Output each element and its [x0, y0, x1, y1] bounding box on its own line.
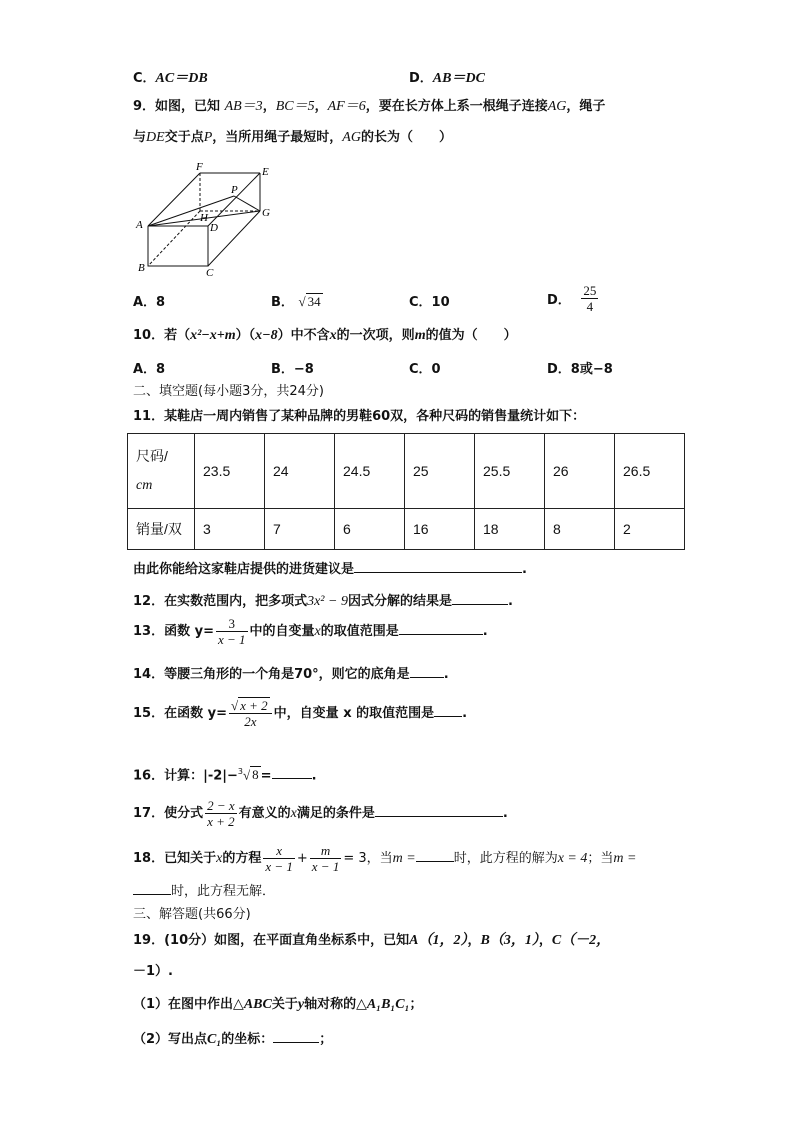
sqrt-symbol: √: [298, 294, 306, 309]
answer-blank[interactable]: [272, 764, 312, 779]
q10-line: [133, 327, 517, 345]
sqrt-symbol: √: [243, 767, 251, 783]
option-expr: AB＝DC: [432, 71, 485, 86]
point-b: B（3，1）: [480, 933, 539, 948]
q16-text: =: [260, 768, 272, 784]
header-unit: cm: [136, 478, 153, 493]
option-label: D．: [547, 293, 571, 308]
root-index: 3: [237, 767, 244, 776]
q9-de: DE: [146, 130, 165, 145]
radicand: 34: [307, 294, 321, 309]
q18-line1: [133, 839, 636, 879]
table-cell: 18: [475, 509, 545, 550]
q16-text: 16．计算：|-2|−: [133, 768, 238, 784]
fraction: [216, 616, 248, 647]
table-row: [128, 434, 685, 509]
section-2-heading: 二、填空题(每小题3分，共24分): [133, 384, 324, 399]
q19-text: 的坐标：: [221, 1032, 274, 1047]
q17-text: 17．使分式: [133, 806, 204, 821]
numerator: 25: [583, 283, 597, 298]
q9-option-b: [271, 291, 323, 310]
section-3-heading: 三、解答题(共66分): [133, 907, 251, 922]
table-cell: 24.5: [335, 434, 405, 509]
q12-text: 12．在实数范围内，把多项式: [133, 594, 308, 609]
equals: = 3: [343, 851, 367, 866]
table-cell: 6: [335, 509, 405, 550]
q10-option-a: A．8: [133, 362, 166, 377]
table-cell: 24: [265, 434, 335, 509]
label-p: P: [231, 184, 238, 196]
hidden-edge-hb: [148, 211, 200, 266]
y-axis-label: y: [297, 997, 305, 1012]
answer-blank[interactable]: [434, 702, 462, 717]
q10-text: 的值为（ ）: [425, 328, 517, 343]
q9-p: P: [203, 130, 213, 145]
q18-text: 时，此方程的解为: [453, 851, 558, 866]
table-cell: 7: [265, 509, 335, 550]
label-a: A: [136, 219, 143, 231]
q9-text: 与: [133, 130, 147, 145]
q19-part2: [133, 1028, 332, 1049]
edge-de: [208, 173, 260, 226]
q19-text: （1）在图中作出: [133, 997, 234, 1012]
q9-text: ，要在长方体上系一根绳子连接: [365, 99, 548, 114]
period: .: [482, 624, 488, 639]
q9-option-a: A．8: [133, 295, 166, 310]
answer-blank[interactable]: [410, 663, 444, 678]
plus-sign: +: [296, 851, 308, 866]
denominator: x − 1: [217, 632, 246, 647]
fraction: [581, 283, 598, 314]
q17-text: 有意义的: [238, 806, 291, 821]
q19-text: （2）写出点: [133, 1032, 208, 1047]
denominator: x − 1: [311, 859, 340, 874]
q17-text: 满足的条件是: [296, 806, 375, 821]
q9-option-c: C．10: [409, 295, 450, 310]
q18-m: m =: [392, 851, 416, 866]
q9-text: 的长为（ ）: [360, 130, 452, 145]
q18-line2: [133, 880, 275, 901]
denominator: x − 1: [265, 859, 293, 874]
denominator: 2x: [244, 714, 257, 729]
edge-gc: [208, 211, 260, 266]
answer-blank[interactable]: [375, 802, 503, 817]
q19-text: 轴对称的: [304, 997, 357, 1012]
numerator: 2 − x: [207, 798, 235, 813]
q9-bc: BC＝5: [275, 99, 315, 114]
q9-af: AF＝6: [327, 99, 366, 114]
q11-answer-line: [133, 558, 527, 579]
rope-pg: [234, 196, 260, 211]
q10-text: 10．若（: [133, 328, 191, 343]
q11-text: 11．某鞋店一周内销售了某种品牌的男鞋60双，各种尺码的销售量统计如下：: [133, 409, 586, 424]
denominator: 4: [586, 299, 594, 314]
fraction: [205, 798, 237, 829]
table-cell: 2: [615, 509, 685, 550]
q14-line: [133, 663, 449, 684]
fraction: [229, 698, 272, 729]
table-cell: 16: [405, 509, 475, 550]
numerator: 3: [228, 616, 235, 631]
front-face: [148, 226, 208, 266]
answer-blank[interactable]: [416, 847, 454, 862]
option-label: C．: [133, 71, 156, 86]
q10-text: ）（: [235, 328, 256, 343]
q17-line: [133, 794, 508, 834]
q9-text: 交于点: [164, 130, 204, 145]
label-f: F: [196, 161, 203, 173]
q9-text: 9．如图，已知: [133, 99, 221, 114]
point-a: A（1，2）: [409, 933, 468, 948]
q19-text: 关于: [271, 997, 298, 1012]
q9-option-d: [547, 283, 600, 314]
q13-line: [133, 615, 488, 649]
q10-expr2: x−8: [255, 328, 278, 343]
table-cell: 25: [405, 434, 475, 509]
q10-option-d: D．8或−8: [547, 362, 613, 377]
q19-line1: 19．(10分）如图，在平面直角坐标系中，已知A（1，2），B（3，1），C（－2，: [133, 933, 611, 948]
triangle-a1b1c1: △A₁B₁C₁: [356, 997, 410, 1012]
q18-solution: x = 4: [557, 851, 588, 866]
label-b: B: [138, 262, 145, 274]
q9-line2: [133, 129, 452, 147]
q18-text: 时，此方程无解．: [171, 884, 276, 899]
q10-expr1: x²−x+m: [190, 328, 236, 343]
option-label: B．: [271, 295, 294, 310]
label-d: D: [210, 222, 218, 234]
q13-text: 中的自变量: [249, 624, 315, 639]
q18-text: ；当: [587, 851, 614, 866]
period: .: [522, 562, 527, 577]
q10-text: 的一次项，则: [336, 328, 415, 343]
label-h: H: [200, 212, 208, 224]
sqrt-symbol: √: [230, 698, 239, 713]
q18-x: x: [216, 851, 223, 866]
q14-text: 14．等腰三角形的一个角是70°，则它的底角是: [133, 667, 410, 682]
q10-option-c: C．0: [409, 362, 441, 377]
period: .: [311, 768, 317, 784]
q15-line: [133, 694, 467, 734]
table-header-cell: [128, 434, 195, 509]
point-c1: C₁: [207, 1032, 222, 1047]
q18-m: m =: [613, 851, 637, 866]
q10-text: ）中不含: [277, 328, 330, 343]
radicand: 8: [252, 767, 259, 783]
fraction: [263, 843, 295, 874]
radicand: x + 2: [240, 698, 268, 713]
label-e: E: [262, 166, 269, 178]
q13-text: 13．函数 y=: [133, 624, 214, 639]
table-cell: 25.5: [475, 434, 545, 509]
q19-text: ；: [409, 997, 423, 1012]
label-g: G: [262, 207, 270, 219]
table-cell: 23.5: [195, 434, 265, 509]
q17-x: x: [290, 806, 297, 821]
q8-option-d: [409, 67, 485, 87]
q15-text: 中，自变量 x 的取值范围是: [273, 706, 435, 721]
table-row: [128, 509, 685, 550]
label-c: C: [206, 267, 214, 278]
header-label: 尺码/: [136, 448, 168, 464]
numerator: x: [276, 843, 282, 858]
numerator: m: [320, 843, 331, 858]
edge-af: [148, 173, 200, 226]
q9-ab: AB＝3: [224, 99, 263, 114]
answer-blank[interactable]: [354, 558, 522, 573]
period: .: [502, 806, 508, 821]
q10-option-b: B．−8: [271, 362, 314, 377]
answer-blank[interactable]: [399, 620, 483, 635]
q16-line: [133, 763, 317, 785]
q9-ag: AG: [547, 99, 567, 114]
q18-text: 18．已知关于: [133, 851, 217, 866]
period: .: [462, 706, 468, 721]
period: .: [507, 594, 513, 609]
q9-text: ，绳子: [566, 99, 606, 114]
q15-text: 15．在函数 y=: [133, 706, 227, 721]
q13-x: x: [314, 624, 321, 639]
q12-text: 因式分解的结果是: [347, 594, 452, 609]
numerator: [229, 698, 272, 713]
q9-cuboid-figure: [130, 158, 280, 278]
table-cell: 8: [545, 509, 615, 550]
denominator: x + 2: [207, 814, 235, 829]
option-expr: AC＝DB: [155, 71, 208, 86]
size-sales-table: [127, 433, 685, 550]
table-header-cell: 销量/双: [128, 509, 195, 550]
table-cell: 26.5: [615, 434, 685, 509]
fraction: [310, 843, 342, 874]
q18-text: 的方程: [222, 851, 262, 866]
q12-line: [133, 590, 513, 611]
q9-ag: AG: [342, 130, 361, 145]
option-label: D．: [409, 71, 433, 86]
answer-blank[interactable]: [133, 880, 171, 895]
q13-text: 的取值范围是: [320, 624, 399, 639]
table-cell: 3: [195, 509, 265, 550]
q12-expr: 3x² − 9: [307, 594, 348, 609]
q19-part1: [133, 996, 423, 1014]
triangle-abc: △ABC: [233, 997, 272, 1012]
answer-blank[interactable]: [273, 1028, 319, 1043]
answer-blank[interactable]: [452, 590, 508, 605]
q9-text: ，当所用绳子最短时，: [212, 130, 343, 145]
q9-line1: 9．如图，已知 AB＝3，BC＝5，AF＝6，要在长方体上系一根绳子连接AG，绳子: [133, 99, 606, 114]
q19-text: ；: [319, 1032, 333, 1047]
q10-x: x: [329, 328, 337, 343]
q18-text: ，当: [366, 851, 393, 866]
point-c: C（－2，: [551, 933, 611, 948]
table-cell: 26: [545, 434, 615, 509]
q19-text: 19．(10分）如图，在平面直角坐标系中，已知: [133, 933, 410, 948]
q10-m: m: [414, 328, 426, 343]
q11-tail: 由此你能给这家鞋店提供的进货建议是: [133, 562, 355, 577]
q8-option-c: [133, 67, 208, 87]
period: .: [443, 667, 449, 682]
q19-line2: －1）.: [133, 964, 173, 979]
